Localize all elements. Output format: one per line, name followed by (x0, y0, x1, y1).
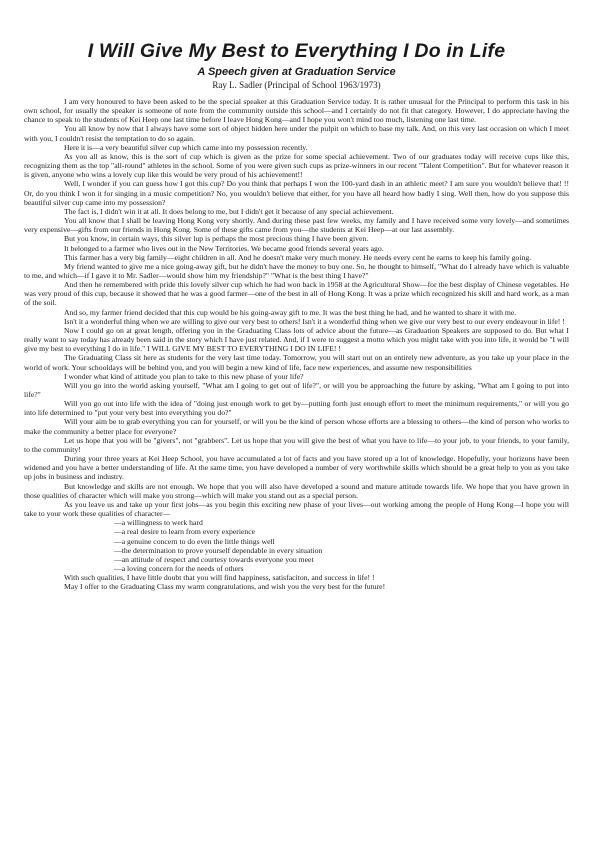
paragraph: With such qualities, I have little doubt that you will find happiness, satisfaciton, and success in life! ! (64, 573, 375, 583)
list-item: —a loving concern for the needs of others (114, 563, 244, 573)
paragraph: You all know that I shall be leaving Hong Kong very shortly. And during these past few weeks, my family and I have received some very lovely—and sometimes very expensive—gifts from our friends in Hong Kong. Some of these gifts came from you—the students at Kei Heep—at our last assembly. (24, 216, 569, 235)
closing-paragraph: May I offer to the Graduating Class my warm congratulations, and wish you the very best for the future! (64, 582, 386, 592)
paragraph: Isn't it a wonderful thing when we are willing to give our very best to others! Isn't it a wonderful thing when we give our very best to our every endeavour in life! ! (64, 316, 565, 326)
paragraph: Well, I wonder if you can guess how I got this cup? Do you think that perhaps I won the 100-yard dash in an athletic meet? I am sure you wouldn't believe that! !! Or, do you think I won it for singing in a music competition? No, you wouldn't believe that either, for you have all heard how badly I sing. Well then, how do you suppose this beautiful silver cup came into my possession? (24, 179, 569, 207)
list-item: —a willingness to werk hard (114, 518, 203, 528)
paragraph: The Graduating Class sit here as students for the very last time today. Tomorrow, you will start out on an entirely new adventure, as you take up your place in the world of work. Your schooldays will be behind you, and you will begin a new kind of life, face new experiences, and assume new responsibilities (24, 353, 569, 372)
paragraph: Here it is—a very beautiful silver cup which came into my possession recently. (64, 142, 308, 152)
paragraph: The fact is, I didn't win it at all. It does belong to me, but I didn't get it because of any special achievement. (64, 206, 394, 216)
speech-subtitle: A Speech given at Graduation Service (197, 66, 396, 78)
paragraph: I wonder what kind of attitude you plan to take to this new phase of your life? (64, 371, 304, 381)
speech-title: I Will Give My Best to Everything I Do in Life (87, 40, 506, 62)
paragraph: Now I could go on at great length, offering you in the Graduating Class lots of advice about the future—as Graduation Speakers are supposed to do. But what I really want to say today has already been said in the story which I have just related. And, if I were to suggest a motto which you might take with you into life, it would be "I will give my best to everything I do in life." I WILL GIVE MY BEST TO EVERYTHING I DO IN LIFE! ! (24, 325, 569, 354)
paragraph: But you know, in certain ways, this silver lup is perhaps the most precious thing I have been given. (64, 234, 369, 244)
paragraph: But knowledge and skills are not enough. We hope that you will also have developed a sound and mature attitude towards life. We hope that you have grown in those qualities of character which will make you strong—which will make you stand out as a special person. (24, 481, 569, 500)
paragraph: Let us hope that you will be "givers", not "grabbers". Let us hope that you will give the best of what you have to life—to your job, to your friends, to your family, to the community! (24, 435, 569, 454)
paragraph: This farmer has a very big family—eight children in all. And he doesn't make very much money. He needs every cent he earns to keep his family going. (64, 252, 532, 262)
speech-body (24, 97, 569, 591)
paragraph: Will you go into the world asking yourself, "What am I going to get out of life?", or will you be approaching the future by asking, "What am I going to put into life?" (24, 380, 569, 399)
paragraph: And so, my farmer friend decided that this cup would be his going-away gift to me. It was the best thing he had, and he wanted to share it with me. (64, 307, 517, 317)
speech-byline: Ray L. Sadler (Principal of School 1963/1973) (212, 80, 381, 90)
paragraph: As you leave us and take up your first jobs—as you begin this exciting new phase of your lives—out working among the people of Hong Kong—I hope you will take to your work these qualities of character— (24, 499, 569, 519)
qualities-list (24, 518, 569, 573)
list-item: —a genuine concern to do even the little things well (114, 536, 275, 546)
paragraph: And then he remembered with pride this lovely silver cup which he had won back in 1958 at the Agricultural Show—for the best display of Chinese vegetables. He was very proud of this cup, because it showed that he was a good farmer—one of the best in all of Hong Kong. It was a prize which recognized his skill and hard work, as a man of the soil. (24, 280, 569, 308)
paragraph: Will you go out into life with the idea of "doing just enough work to get by—putting forth just enough effort to meet the minimum requirements," or will you go into life determined to "put your very best into everything you do?" (24, 399, 569, 418)
paragraph: You all know by now that I always have some sort of object hidden here under the pulpit on which to base my talk. And, on this very last occasion on which I meet with you, I couldn't resist the temptation to do so again. (24, 124, 569, 143)
paragraph: I am very honoured to have been asked to be the special speaker at this Graduation Service today. It is rather unusual for the Principal to perform this task in his own school, for usually the speaker is someone of note from the community outside this school—and I certainly do not fit that category. However, I do appreciate having the chance to speak to the students of Kei Heep one last time before I leave Hong Kong—and I hope you won't mind too much, listening one last time. (24, 97, 569, 125)
paragraph: As you all as know, this is the sort of cup which is given as the prize for some special achievement. Two of our graduates today will receive cups like this, recognizing them as the top "all-round" athletes in the school. Some of you were given such cups as prize-winners in our recent "Talent Competition". But for whatever reason it is given, anyone who wins a lovely cup like this would be very proud of his achievement!! (24, 151, 569, 180)
list-item: —the determination to prove yourself dependable in every situation (114, 545, 323, 555)
paragraph: During your three years at Kei Heep School, you have accumulated a lot of facts and you have stored up a lot of knowledge. Hopefully, your horizons have been widened and you have a better understanding of life. At the same time, you have developed a number of very worthwhile skills which should be a great help to you as you take up jobs in business and industry. (24, 454, 569, 482)
paragraph: Will your aim be to grab everything you can for yourself, or will you be the kind of person whose efforts are a blessing to others—the kind of person who works to make the community a better place for everyone? (24, 417, 569, 436)
paragraph: It belonged to a farmer who lives out in the New Territories. We became good friends several years ago. (64, 243, 384, 253)
paragraph: My friend wanted to give me a nice going-away gift, but he didn't have the money to buy one. So, he thought to himself, "What do I already have which is valuable to me, and which—if I gave it to Mr. Sadler—would show him my friendship?" "What is the best thing I have?" (24, 261, 569, 280)
list-item: —an attitude of respect and courtesy towards everyone you meet (114, 554, 314, 564)
list-item: —a real desire to learn from every experience (114, 527, 256, 537)
